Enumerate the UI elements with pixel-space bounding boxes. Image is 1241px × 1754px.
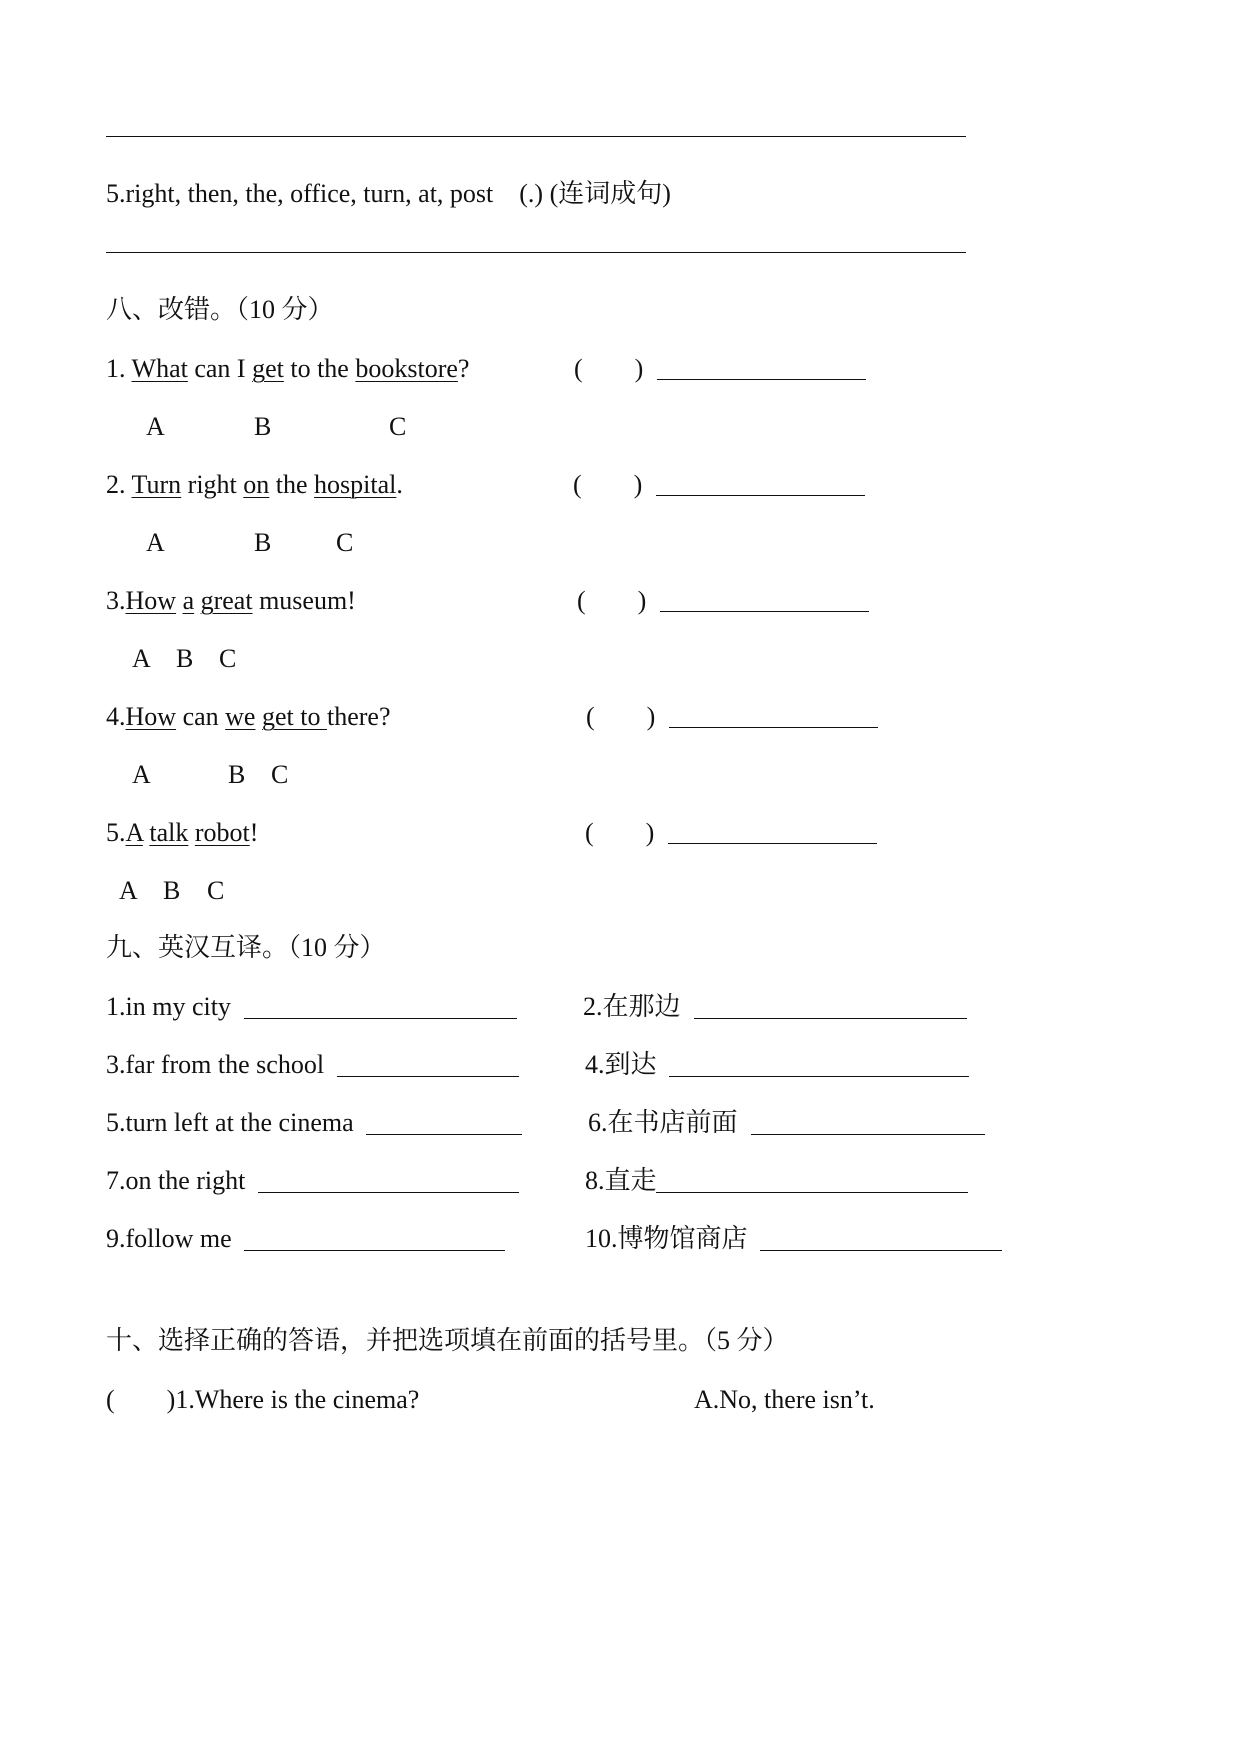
s8-item-1-letter-b: B — [254, 412, 272, 441]
section-9-heading: 九、英汉互译。（10 分） — [106, 933, 386, 962]
s8-item-1-answer-line[interactable] — [657, 379, 866, 380]
s9-item-5-answer-line[interactable] — [366, 1134, 522, 1135]
s8-item-5-text: ! — [249, 818, 259, 847]
s8-item-2-letter-c: C — [336, 528, 354, 557]
s9-item-6-answer-line[interactable] — [751, 1134, 985, 1135]
s8-item-4-answer-line[interactable] — [669, 727, 878, 728]
s8-item-1-part-c: bookstore — [355, 354, 458, 383]
s8-item-5-letter-c: C — [207, 876, 225, 905]
s8-item-5-part-b: talk — [149, 818, 189, 847]
s8-item-5-answer-line[interactable] — [668, 843, 877, 844]
s9-item-9: 9.follow me — [106, 1224, 232, 1253]
s8-item-2-num: 2. — [106, 470, 132, 499]
s9-item-10-answer-line[interactable] — [760, 1250, 1002, 1251]
s8-item-5-bracket[interactable]: ( ) — [585, 818, 655, 847]
s8-item-4-num: 4. — [106, 702, 126, 731]
section-10-heading: 十、选择正确的答语，并把选项填在前面的括号里。（5 分） — [106, 1326, 789, 1355]
s9-item-7-answer-line[interactable] — [258, 1192, 519, 1193]
s9-item-3-answer-line[interactable] — [337, 1076, 519, 1077]
s9-item-10: 10.博物馆商店 — [585, 1224, 748, 1253]
s9-item-4: 4.到达 — [585, 1050, 657, 1079]
s8-item-1-bracket[interactable]: ( ) — [574, 354, 644, 383]
s8-item-1 — [106, 356, 469, 382]
s9-item-8-answer-line[interactable] — [656, 1192, 968, 1193]
s10-option-a: A.No, there isn’t. — [694, 1385, 875, 1414]
s8-item-5-part-a: A — [125, 818, 143, 847]
s8-item-4 — [106, 704, 391, 730]
s9-item-7: 7.on the right — [106, 1166, 246, 1195]
answer-line-q7-4[interactable] — [106, 136, 966, 137]
s8-item-3-letter-a: A — [132, 644, 151, 673]
s8-item-1-part-a: What — [131, 354, 188, 383]
s8-item-2-text: the — [269, 470, 315, 499]
s8-item-3-part-b: a — [182, 586, 195, 615]
s8-item-2-answer-line[interactable] — [656, 495, 865, 496]
s8-item-2-part-a: Turn — [131, 470, 182, 499]
s8-item-5-letter-a: A — [119, 876, 138, 905]
answer-line-q7-5[interactable] — [106, 252, 966, 253]
s9-item-1-answer-line[interactable] — [244, 1018, 517, 1019]
s8-item-1-num: 1. — [106, 354, 132, 383]
s8-item-2-letter-b: B — [254, 528, 272, 557]
s9-item-3: 3.far from the school — [106, 1050, 325, 1079]
s8-item-1-letter-a: A — [146, 412, 165, 441]
s8-item-3-part-c: great — [200, 586, 253, 615]
section-8-heading: 八、改错。（10 分） — [106, 295, 334, 324]
s8-item-4-bracket[interactable]: ( ) — [586, 702, 656, 731]
q7-item-5: 5.right, then, the, office, turn, at, post (.) (连词成句) — [106, 179, 671, 208]
s8-item-5 — [106, 820, 258, 846]
s8-item-5-part-c: robot — [194, 818, 250, 847]
s8-item-4-letter-a: A — [132, 760, 151, 789]
s10-item-1[interactable]: ( )1.Where is the cinema? — [106, 1385, 420, 1414]
s8-item-3-num: 3. — [106, 586, 126, 615]
s8-item-4-part-b: we — [225, 702, 256, 731]
s8-item-2-bracket[interactable]: ( ) — [573, 470, 643, 499]
s8-item-4-part-c: get to — [261, 702, 327, 731]
s8-item-1-part-b: get — [252, 354, 284, 383]
s8-item-3-letter-b: B — [176, 644, 194, 673]
s8-item-2-text: right — [181, 470, 244, 499]
s9-item-5: 5.turn left at the cinema — [106, 1108, 354, 1137]
s9-item-9-answer-line[interactable] — [244, 1250, 505, 1251]
s8-item-4-text: there? — [326, 702, 391, 731]
s9-item-8: 8.直走 — [585, 1166, 657, 1195]
s8-item-1-text: to the — [283, 354, 356, 383]
s8-item-1-text: can I — [187, 354, 253, 383]
s8-item-5-letter-b: B — [163, 876, 181, 905]
s9-item-2-answer-line[interactable] — [694, 1018, 967, 1019]
s8-item-3-letter-c: C — [219, 644, 237, 673]
s8-item-5-num: 5. — [106, 818, 126, 847]
s9-item-6: 6.在书店前面 — [588, 1108, 738, 1137]
s8-item-3-part-a: How — [125, 586, 177, 615]
s8-item-2 — [106, 472, 403, 498]
s9-item-1: 1.in my city — [106, 992, 231, 1021]
s9-item-4-answer-line[interactable] — [669, 1076, 969, 1077]
s8-item-2-part-c: hospital — [314, 470, 397, 499]
s8-item-3 — [106, 588, 356, 614]
s8-item-3-bracket[interactable]: ( ) — [577, 586, 647, 615]
s9-item-2: 2.在那边 — [583, 992, 681, 1021]
s8-item-3-answer-line[interactable] — [660, 611, 869, 612]
s8-item-3-text: museum! — [252, 586, 356, 615]
s8-item-2-letter-a: A — [146, 528, 165, 557]
s8-item-1-text: ? — [457, 354, 470, 383]
s8-item-4-part-a: How — [125, 702, 177, 731]
s8-item-4-letter-b: B — [228, 760, 246, 789]
s8-item-2-part-b: on — [243, 470, 270, 499]
s8-item-2-text: . — [396, 470, 403, 499]
s8-item-1-letter-c: C — [389, 412, 407, 441]
s8-item-4-text: can — [176, 702, 226, 731]
s8-item-4-letter-c: C — [271, 760, 289, 789]
